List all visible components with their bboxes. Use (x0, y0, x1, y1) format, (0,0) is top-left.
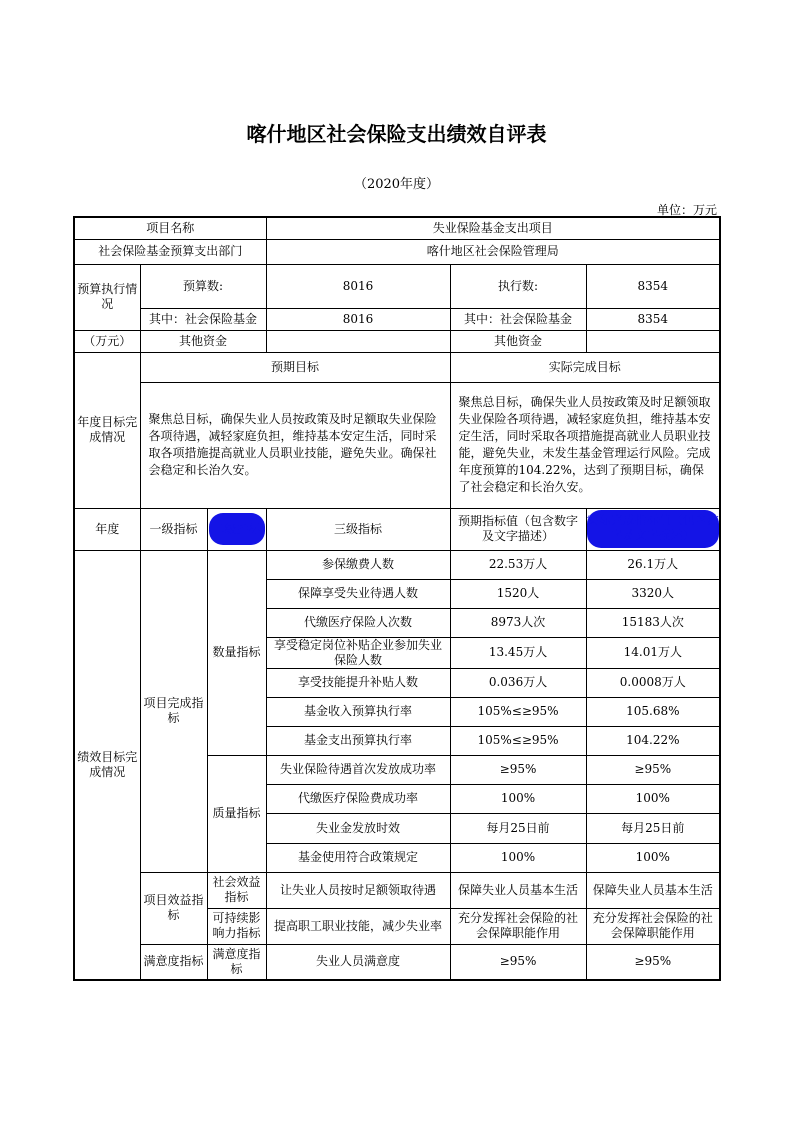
indicator-name: 代缴医疗保险费成功率 (266, 784, 450, 813)
indicator-expected: 100% (450, 784, 586, 813)
dept-value: 喀什地区社会保险管理局 (266, 239, 720, 264)
table-row (74, 382, 720, 508)
indicator-actual: 104.22% (586, 726, 720, 755)
indicator-actual: 14.01万人 (586, 637, 720, 668)
goals-section-label: 年度目标完成情况 (74, 352, 140, 508)
indicator-name: 基金收入预算执行率 (266, 697, 450, 726)
indicator-actual: ≥95% (586, 944, 720, 980)
fund-budget-value: 8016 (266, 308, 450, 330)
performance-section-label: 绩效目标完成情况 (74, 550, 140, 980)
indicator-expected: 保障失业人员基本生活 (450, 872, 586, 908)
project-benefit-label: 项目效益指标 (140, 872, 207, 944)
fund-exec-value: 8354 (586, 308, 720, 330)
indicator-actual: 保障失业人员基本生活 (586, 872, 720, 908)
year-header: 年度 (74, 508, 140, 550)
expected-goal-label: 预期目标 (140, 352, 450, 382)
indicator-name: 享受技能提升补贴人数 (266, 668, 450, 697)
table-row (74, 944, 720, 980)
indicator-expected: ≥95% (450, 755, 586, 784)
other-funds-label: 其他资金 (140, 330, 266, 352)
indicator-expected: 0.036万人 (450, 668, 586, 697)
dept-label: 社会保险基金预算支出部门 (74, 239, 266, 264)
highlight-mark: 实际完成指标值（包含数字及文字描述） (587, 510, 720, 548)
table-row (74, 352, 720, 382)
satisfaction-l1-label: 满意度指标 (140, 944, 207, 980)
highlight-mark: 二级指标 (209, 513, 265, 545)
project-name-label: 项目名称 (74, 217, 266, 239)
satisfaction-l2-label: 满意度指标 (207, 944, 266, 980)
indicator-expected: 充分发挥社会保险的社会保障职能作用 (450, 908, 586, 944)
indicator-actual: 105.68% (586, 697, 720, 726)
indicator-expected: 13.45万人 (450, 637, 586, 668)
self-evaluation-table (73, 216, 721, 981)
actual-goal-label: 实际完成目标 (450, 352, 720, 382)
indicator-name: 提高职工职业技能，减少失业率 (266, 908, 450, 944)
indicator-expected: 1520人 (450, 579, 586, 608)
indicator-name: 失业人员满意度 (266, 944, 450, 980)
table-row (74, 550, 720, 579)
indicator-expected: 每月25日前 (450, 813, 586, 843)
indicator-expected: ≥95% (450, 944, 586, 980)
indicator-actual: ≥95% (586, 755, 720, 784)
exec-label: 执行数: (450, 264, 586, 308)
fund-exec-label: 其中：社会保险基金 (450, 308, 586, 330)
indicator-actual: 100% (586, 784, 720, 813)
fund-label: 其中：社会保险基金 (140, 308, 266, 330)
quality-label: 质量指标 (207, 755, 266, 872)
table-row (74, 330, 720, 352)
indicator-expected: 100% (450, 843, 586, 872)
budget-label: 预算数: (140, 264, 266, 308)
indicator-actual: 15183人次 (586, 608, 720, 637)
table-row (74, 264, 720, 308)
level2-header (207, 508, 266, 550)
expected-value-header: 预期指标值（包含数字及文字描述） (450, 508, 586, 550)
table-row (74, 872, 720, 908)
indicator-expected: 105%≤≥95% (450, 726, 586, 755)
exec-value: 8354 (586, 264, 720, 308)
indicator-actual: 26.1万人 (586, 550, 720, 579)
indicator-name: 保障享受失业待遇人数 (266, 579, 450, 608)
indicator-name: 代缴医疗保险人次数 (266, 608, 450, 637)
year-label: （2020年度） (353, 177, 440, 192)
sustainable-label: 可持续影响力指标 (207, 908, 266, 944)
indicator-name: 失业金发放时效 (266, 813, 450, 843)
indicator-actual: 充分发挥社会保险的社会保障职能作用 (586, 908, 720, 944)
quantity-label: 数量指标 (207, 550, 266, 755)
project-name-value: 失业保险基金支出项目 (266, 217, 720, 239)
level3-header: 三级指标 (266, 508, 450, 550)
page-title: 喀什地区社会保险支出绩效自评表 (246, 122, 547, 146)
indicator-expected: 105%≤≥95% (450, 697, 586, 726)
social-benefit-label: 社会效益指标 (207, 872, 266, 908)
budget-unit-label: （万元） (74, 330, 140, 352)
table-row (74, 217, 720, 239)
indicator-name: 基金使用符合政策规定 (266, 843, 450, 872)
indicator-name: 让失业人员按时足额领取待遇 (266, 872, 450, 908)
project-completion-label: 项目完成指标 (140, 550, 207, 872)
indicator-actual: 3320人 (586, 579, 720, 608)
unit-label: 单位：万元 (656, 203, 717, 217)
other-funds-exec-label: 其他资金 (450, 330, 586, 352)
indicator-actual: 100% (586, 843, 720, 872)
indicator-actual: 0.0008万人 (586, 668, 720, 697)
indicator-actual: 每月25日前 (586, 813, 720, 843)
indicator-expected: 22.53万人 (450, 550, 586, 579)
indicator-expected: 8973人次 (450, 608, 586, 637)
other-funds-exec (586, 330, 720, 352)
table-row (74, 508, 720, 550)
table-row (74, 239, 720, 264)
other-funds-budget (266, 330, 450, 352)
budget-section-label: 预算执行情况 (74, 264, 140, 330)
indicator-name: 失业保险待遇首次发放成功率 (266, 755, 450, 784)
expected-goal-text: 聚焦总目标，确保失业人员按政策及时足额取失业保险各项待遇，减轻家庭负担，维持基本安定生活，同时采取各项措施提高就业人员职业技能，避免失业。确保社会稳定和长治久安。 (140, 382, 450, 508)
indicator-name: 参保缴费人数 (266, 550, 450, 579)
table-row (74, 308, 720, 330)
indicator-name: 享受稳定岗位补贴企业参加失业保险人数 (266, 637, 450, 668)
budget-value: 8016 (266, 264, 450, 308)
actual-value-header (586, 508, 720, 550)
level1-header: 一级指标 (140, 508, 207, 550)
actual-goal-text: 聚焦总目标，确保失业人员按政策及时足额领取失业保险各项待遇，减轻家庭负担，维持基本安定生活，同时采取各项措施提高就业人员职业技能，避免失业，未发生基金管理运行风险。完成年度预算的104.22%，达到了预期目标，确保了社会稳定和长治久安。 (450, 382, 720, 508)
indicator-name: 基金支出预算执行率 (266, 726, 450, 755)
